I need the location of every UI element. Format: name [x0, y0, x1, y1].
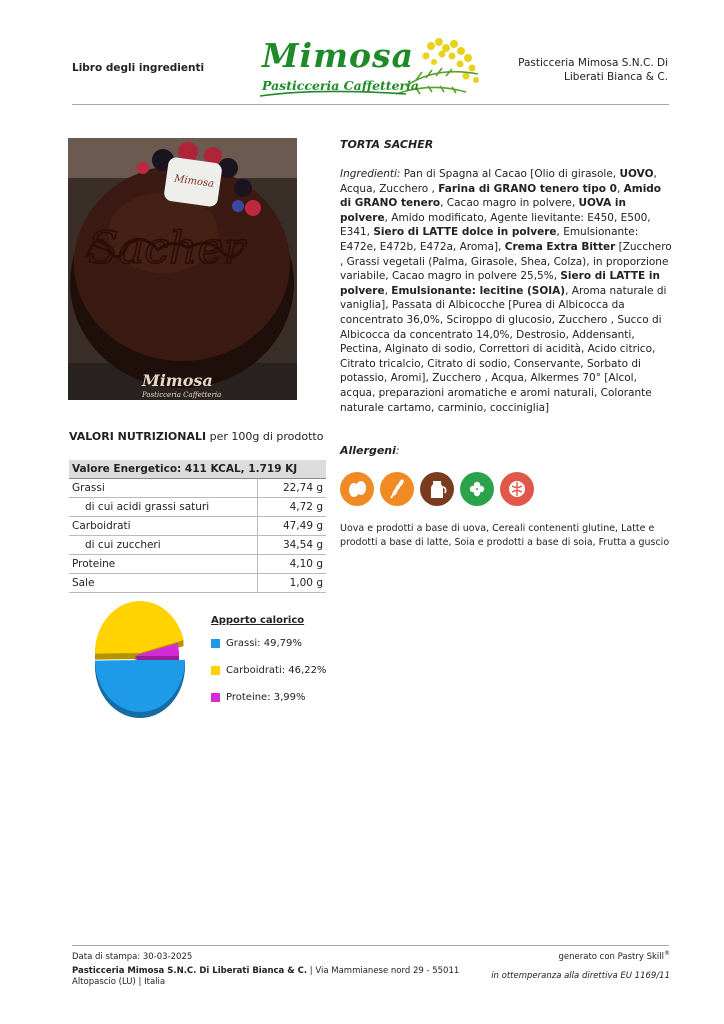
- table-row: [69, 555, 326, 574]
- regulation-note: in ottemperanza alla direttiva EU 1169/11: [491, 971, 670, 981]
- legend-item-proteine: [211, 692, 326, 703]
- ingredient-text: , Acqua, Zucchero ,: [340, 168, 657, 195]
- allergen-ingredient: Crema Extra Bitter: [504, 240, 616, 253]
- company-line1: Pasticceria Mimosa S.N.C. Di: [518, 57, 668, 69]
- ingredient-text: , Amido modificato, Agente lievitante: E450, E500, E341,: [340, 211, 651, 239]
- allergen-ingredient: UOVO: [619, 168, 654, 180]
- table-row: [69, 498, 326, 517]
- company-footer-address: | Via Mammianese nord 29 - 55011 Altopascio (LU) | Italia: [72, 966, 460, 987]
- nutrition-title-rest: per 100g di prodotto: [206, 430, 324, 443]
- nutrient-value: 22,74 g: [258, 479, 327, 498]
- ingredients-label: Ingredienti:: [340, 168, 401, 180]
- table-row: [69, 517, 326, 536]
- logo-title: Mimosa: [262, 36, 414, 75]
- table-row: [69, 536, 326, 555]
- ingredient-text: ,: [384, 284, 392, 297]
- nutrient-value: 4,10 g: [258, 555, 327, 574]
- legend-label: Carboidrati: 46,22%: [226, 665, 327, 676]
- table-row: [69, 479, 326, 498]
- ingredient-text: [Zucchero , Grassi vegetali (Palma, Girasole, Shea, Colza), in proporzione variabile, Cacao magro in polvere 25,5%,: [340, 240, 672, 283]
- ingredients-list: [340, 168, 672, 414]
- mimosa-logo: [256, 36, 488, 102]
- product-name: TORTA SACHER: [340, 138, 434, 151]
- nutrient-value: 47,49 g: [258, 517, 327, 536]
- calorie-pie-chart: [84, 600, 196, 726]
- ingredient-text: Pan di Spagna al Cacao [Olio di girasole,: [400, 168, 620, 180]
- soy-icon: [460, 472, 494, 506]
- ingredient-text: , Emulsionante: E472e, E472b, E472a, Aroma],: [340, 226, 639, 253]
- allergen-ingredient: Farina di GRANO tenero tipo 0: [438, 182, 617, 195]
- chart-legend: [211, 615, 326, 719]
- allergen-ingredient: Siero di LATTE in polvere: [340, 270, 660, 297]
- energy-row: [69, 460, 326, 479]
- eggs-icon: [340, 472, 374, 506]
- cake-tag-text: Mimosa: [173, 173, 215, 190]
- document-title: Libro degli ingredienti: [72, 62, 205, 74]
- print-date: Data di stampa: 30-03-2025: [72, 952, 193, 962]
- allergens-title: [340, 444, 400, 457]
- cake-writing: Sacher: [88, 223, 245, 274]
- photo-watermark-sub: Pasticceria Caffetteria: [142, 391, 222, 399]
- registered-mark: ®: [664, 950, 670, 957]
- nutrition-title-bold: VALORI NUTRIZIONALI: [69, 430, 207, 443]
- nutrient-label: Sale: [69, 574, 258, 593]
- company-line2: Liberati Bianca & C.: [564, 71, 668, 83]
- ingredients-text: [340, 167, 672, 415]
- allergen-ingredient: Siero di LATTE dolce in polvere: [373, 226, 557, 239]
- nutrient-value: 34,54 g: [258, 536, 327, 555]
- company-footer: [72, 966, 472, 988]
- allergen-ingredient: UOVA in polvere: [340, 197, 626, 224]
- legend-swatch: [211, 693, 220, 702]
- nutrient-label: Grassi: [69, 479, 258, 498]
- header-divider: [72, 104, 669, 105]
- chart-title: Apporto calorico: [211, 615, 305, 626]
- pie-slice-grassi: [95, 660, 185, 712]
- sacher-cake-image: [68, 138, 297, 400]
- ingredient-text: ,: [616, 182, 624, 195]
- legend-swatch: [211, 666, 220, 675]
- nutrient-label: di cui zuccheri: [69, 536, 258, 555]
- nutrition-title: [69, 430, 323, 443]
- logo-subtitle: Pasticceria Caffetteria: [262, 78, 419, 93]
- nutrient-label: di cui acidi grassi saturi: [69, 498, 258, 517]
- generator-note: [559, 950, 671, 962]
- allergens-description: Uova e prodotti a base di uova, Cereali contenenti glutine, Latte e prodotti a base di latte, Soia e prodotti a base di soia, Frutta a guscio: [340, 523, 670, 548]
- energy-value: Valore Energetico: 411 KCAL, 1.719 KJ: [69, 460, 326, 479]
- legend-label: Grassi: 49,79%: [226, 638, 302, 649]
- legend-swatch: [211, 639, 220, 648]
- allergens-title-text: Allergeni: [340, 444, 396, 457]
- nuts-icon: [500, 472, 534, 506]
- footer-divider: [72, 945, 669, 946]
- nutrient-label: Carboidrati: [69, 517, 258, 536]
- photo-watermark: Mimosa: [142, 371, 213, 390]
- ingredient-text: , Cacao magro in polvere,: [440, 197, 579, 210]
- nutrient-value: 1,00 g: [258, 574, 327, 593]
- product-photo: [68, 138, 297, 400]
- allergen-ingredient: Amido di GRANO tenero: [340, 182, 662, 210]
- ingredient-text: , Aroma naturale di vaniglia], Passata di Albicocche [Purea di Albicocca da concentrato 36,0%, Sciroppo di glucosio, Zucchero , Succo di Albicocca da concentrato 14,0%, Destrosio, Addensanti, Pectina, Alginato di sodio, Correttori di acidità, Acido citrico, Citrato tricalcio, Citrato di sodio, Conservante, Sorbato di potassio, Aromi], Zucchero , Acqua, Alkermes 70° [Alcol, acqua, preparazioni aromatiche e aromi naturali, Colorante naturale cartamo, carminio, cocciniglia]: [340, 284, 667, 414]
- table-row: [69, 574, 326, 593]
- gluten-icon: [380, 472, 414, 506]
- nutrient-label: Proteine: [69, 555, 258, 574]
- company-footer-name: Pasticceria Mimosa S.N.C. Di Liberati Bianca & C.: [72, 966, 308, 976]
- legend-label: Proteine: 3,99%: [226, 692, 306, 703]
- generator-text: generato con Pastry Skill: [558, 951, 664, 962]
- milk-icon: [420, 472, 454, 506]
- allergen-ingredient: Emulsionante: lecitine (SOIA): [391, 284, 566, 297]
- company-name: [518, 56, 668, 84]
- nutrition-table: [69, 460, 326, 593]
- nutrient-value: 4,72 g: [258, 498, 327, 517]
- legend-item-carboidrati: [211, 665, 326, 676]
- allergen-icons: [340, 472, 534, 506]
- allergens-title-colon: :: [395, 444, 400, 457]
- legend-item-grassi: [211, 638, 326, 649]
